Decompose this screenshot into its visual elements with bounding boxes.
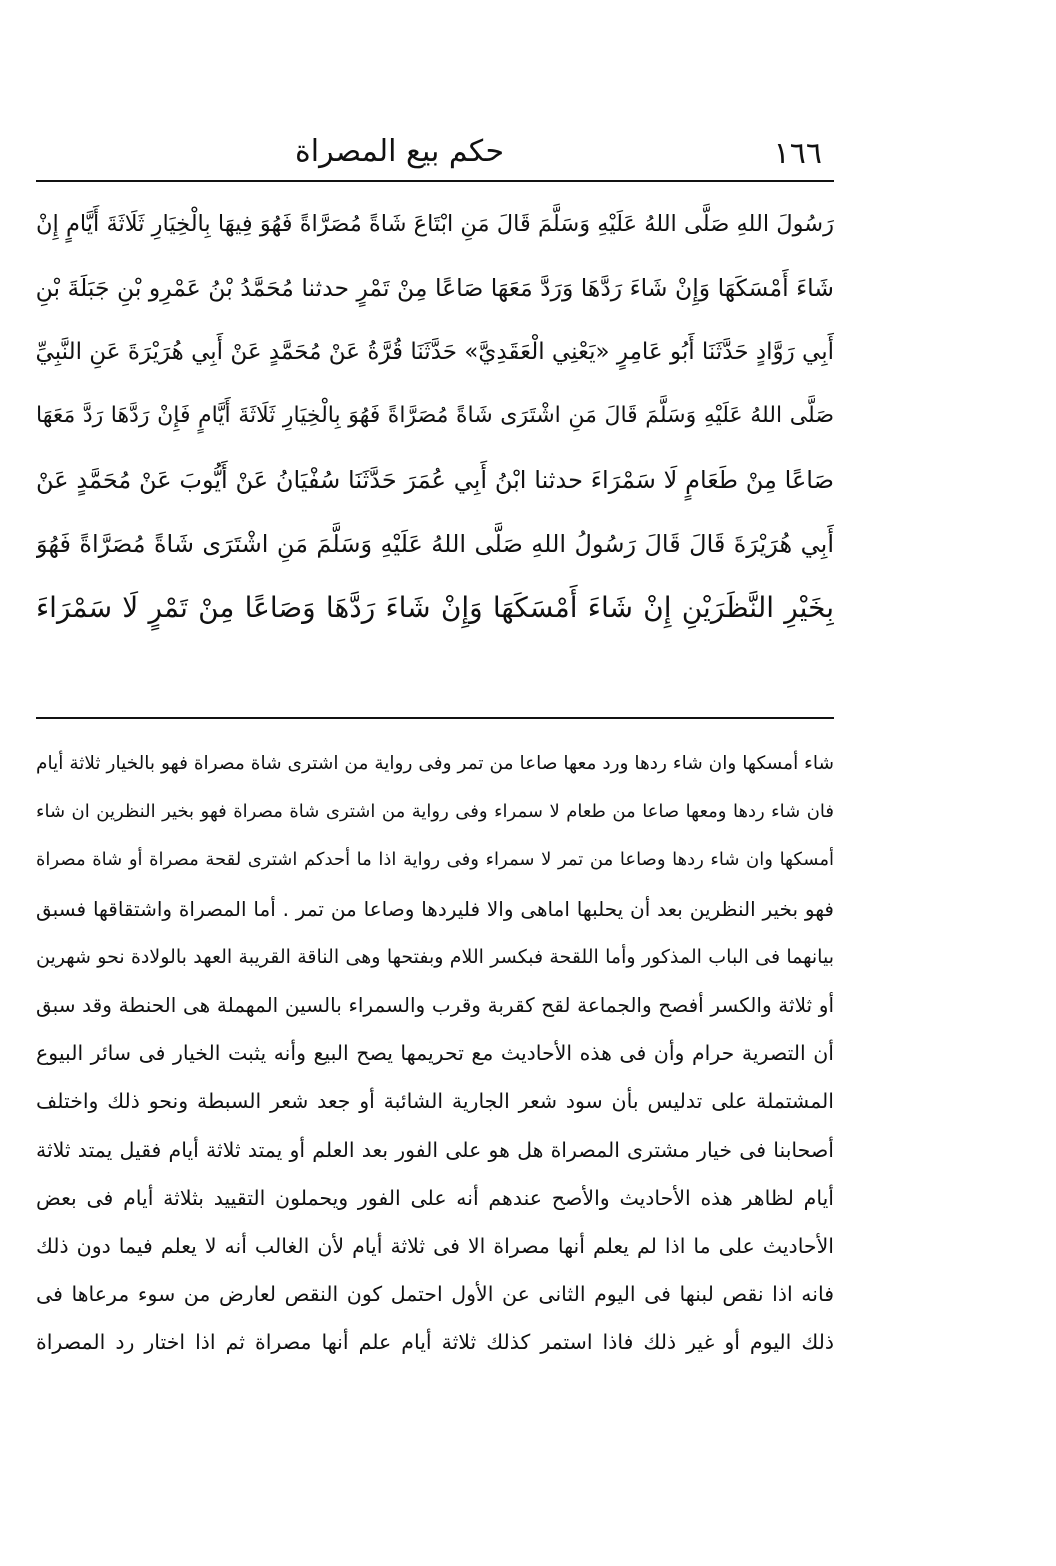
hadith-line: أَبِي رَوَّادٍ حَدَّثَنَا أَبُو عَامِرٍ «يَعْنِي الْعَقَدِيَّ» حَدَّثَنَا قُرَّةُ عَنْ مُحَمَّدٍ عَنْ أَبِي هُرَيْرَةَ عَنِ النَّبِيِّ — [36, 339, 834, 365]
commentary-line: شاء أمسكها وان شاء ردها ورد معها صاعا من تمر وفى رواية من اشترى شاة مصراة فهو بالخيار ثلاثة أيام — [36, 753, 834, 774]
commentary-divider — [36, 717, 834, 719]
commentary-line: أو ثلاثة والكسر أفصح والجماعة لقح كقربة وقرب والسمراء بالسين المهملة هى الحنطة وقد سبق — [36, 992, 834, 1017]
commentary-line: أمسكها وان شاء ردها وصاعا من تمر لا سمراء وفى رواية اذا ما أحدكم اشترى لقحة مصراة أو شاة مصراة — [36, 849, 834, 871]
hadith-line: شَاءَ أَمْسَكَهَا وَإِنْ شَاءَ رَدَّهَا وَرَدَّ مَعَهَا صَاعًا مِنْ تَمْرٍ حدثنا مُحَمَّدُ بْنُ عَمْرِو بْنِ جَبَلَةَ بْنِ — [36, 274, 834, 302]
hadith-line: أَبِي هُرَيْرَةَ قَالَ قَالَ رَسُولُ اللهِ صَلَّى اللهُ عَلَيْهِ وَسَلَّمَ مَنِ اشْتَرَى شَاةً مُصَرَّاةً فَهُوَ — [36, 530, 834, 558]
commentary-block — [36, 740, 834, 1366]
commentary-line: ذلك اليوم أو غير ذلك فاذا استمر كذلك ثلاثة أيام علم أنها مصراة ثم اذا اختار رد المصراة — [36, 1330, 834, 1355]
commentary-line: أيام لظاهر هذه الأحاديث والأصح عندهم أنه على الفور ويحملون التقييد بثلاثة أيام فى بعض — [36, 1185, 834, 1210]
commentary-line: فهو بخير النظرين بعد أن يحلبها اماهى والا فليردها وصاعا من تمر . أما المصراة واشتقاقها فسبق — [36, 896, 834, 921]
commentary-line: الأحاديث على ما اذا لم يعلم أنها مصراة الا فى ثلاثة أيام لأن الغالب أنه لا يعلم فيما دون ذلك — [36, 1233, 834, 1258]
commentary-line: فانه اذا نقص لبنها فى اليوم الثانى عن الأول احتمل كون النقص لعارض من سوء مرعاها فى — [36, 1282, 834, 1307]
page-header — [36, 128, 834, 178]
commentary-line: أصحابنا فى خيار مشترى المصراة هل هو على الفور بعد العلم أو يمتد ثلاثة أيام فقيل يمتد ثلاثة — [36, 1137, 834, 1162]
hadith-text-block — [36, 192, 834, 640]
hadith-line: بِخَيْرِ النَّظَرَيْنِ إِنْ شَاءَ أَمْسَكَهَا وَإِنْ شَاءَ رَدَّهَا وَصَاعًا مِنْ تَمْرٍ لَا سَمْرَاءَ — [36, 591, 834, 624]
commentary-line: بيانهما فى الباب المذكور وأما اللقحة فبكسر اللام وبفتحها وهى الناقة القريبة العهد بالولادة نحو شهرين — [36, 945, 834, 968]
running-title: حكم بيع المصراة — [295, 134, 504, 169]
page-number: ١٦٦ — [773, 136, 822, 171]
hadith-line: صَاعًا مِنْ طَعَامٍ لَا سَمْرَاءَ حدثنا ابْنُ أَبِي عُمَرَ حَدَّثَنَا سُفْيَانُ عَنْ أَيُّوبَ عَنْ مُحَمَّدٍ عَنْ — [36, 466, 834, 494]
commentary-line: أن التصرية حرام وأن فى هذه الأحاديث مع تحريمها يصح البيع وأنه يثبت الخيار فى سائر البيوع — [36, 1041, 834, 1066]
commentary-line: فان شاء ردها ومعها صاعا من طعام لا سمراء وفى رواية من اشترى شاة مصراة فهو بخير النظرين ان شاء — [36, 801, 834, 823]
hadith-line: صَلَّى اللهُ عَلَيْهِ وَسَلَّمَ قَالَ مَنِ اشْتَرَى شَاةً مُصَرَّاةً فَهُوَ بِالْخِيَارِ ثَلَاثَةَ أَيَّامٍ فَإِنْ رَدَّهَا رَدَّ مَعَهَا — [36, 403, 834, 428]
commentary-line: المشتملة على تدليس بأن سود شعر الجارية الشائبة أو جعد شعر السبطة ونحو ذلك واختلف — [36, 1089, 834, 1114]
hadith-line: رَسُولَ اللهِ صَلَّى اللهُ عَلَيْهِ وَسَلَّمَ قَالَ مَنِ ابْتَاعَ شَاةً مُصَرَّاةً فَهُوَ فِيهَا بِالْخِيَارِ ثَلَاثَةَ أَيَّامٍ إِنْ — [36, 211, 834, 237]
header-divider — [36, 180, 834, 182]
